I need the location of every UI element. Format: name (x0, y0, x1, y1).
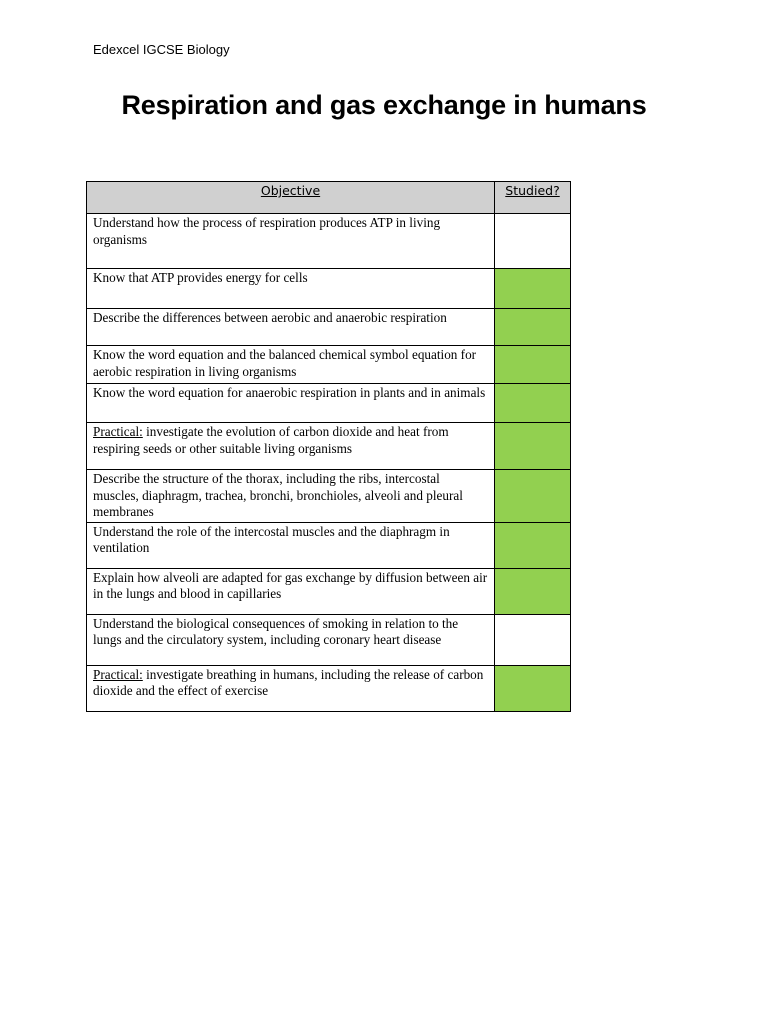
table-row (87, 309, 571, 346)
document-header: Edexcel IGCSE Biology (93, 42, 230, 57)
studied-status-cell[interactable] (495, 214, 571, 269)
objective-text: investigate breathing in humans, including the release of carbon dioxide and the effect of exercise (93, 666, 484, 698)
column-header-objective: Objective (87, 182, 495, 214)
objective-cell (87, 470, 495, 523)
objective-text: investigate the evolution of carbon dioxide and heat from respiring seeds or other suitable living organisms (93, 424, 449, 456)
objective-cell (87, 269, 495, 309)
studied-status-cell[interactable] (495, 346, 571, 384)
table-row (87, 614, 571, 665)
table-row (87, 346, 571, 384)
studied-status-cell[interactable] (495, 522, 571, 568)
studied-status-cell[interactable] (495, 568, 571, 614)
objective-text: Understand the biological consequences of smoking in relation to the lungs and the circulatory system, including coronary heart disease (93, 615, 459, 647)
table-row (87, 470, 571, 523)
studied-status-cell[interactable] (495, 614, 571, 665)
table-row (87, 214, 571, 269)
studied-status-cell[interactable] (495, 309, 571, 346)
studied-status-cell[interactable] (495, 269, 571, 309)
objective-text: Know that ATP provides energy for cells (93, 270, 308, 285)
objective-text: Describe the differences between aerobic and anaerobic respiration (93, 310, 447, 325)
studied-status-cell[interactable] (495, 470, 571, 523)
objectives-table (86, 181, 571, 712)
studied-status-cell[interactable] (495, 665, 571, 711)
objective-cell (87, 384, 495, 423)
objective-text: Know the word equation and the balanced chemical symbol equation for aerobic respiration in living organisms (93, 347, 477, 379)
table-row (87, 423, 571, 470)
table-row (87, 384, 571, 423)
objective-cell (87, 346, 495, 384)
objective-text: Describe the structure of the thorax, including the ribs, intercostal muscles, diaphragm, trachea, bronchi, bronchioles, alveoli and pleural membranes (93, 471, 463, 519)
table-row (87, 522, 571, 568)
column-header-studied: Studied? (495, 182, 571, 214)
studied-status-cell[interactable] (495, 423, 571, 470)
objective-text: Understand the role of the intercostal muscles and the diaphragm in ventilation (93, 523, 450, 555)
objective-text: Understand how the process of respiration produces ATP in living organisms (93, 215, 441, 247)
table-row (87, 568, 571, 614)
table-row (87, 665, 571, 711)
objective-text: Explain how alveoli are adapted for gas exchange by diffusion between air in the lungs and blood in capillaries (93, 569, 488, 601)
objective-cell (87, 309, 495, 346)
practical-label: Practical: (93, 666, 143, 682)
objective-cell (87, 568, 495, 614)
objective-cell (87, 423, 495, 470)
objective-cell (87, 522, 495, 568)
table-header-row (87, 182, 571, 214)
objective-cell (87, 214, 495, 269)
objective-cell (87, 614, 495, 665)
studied-status-cell[interactable] (495, 384, 571, 423)
practical-label: Practical: (93, 424, 143, 439)
objective-text: Know the word equation for anaerobic respiration in plants and in animals (93, 385, 486, 400)
page-title: Respiration and gas exchange in humans (121, 90, 647, 120)
table-row (87, 269, 571, 309)
objective-cell (87, 665, 495, 711)
